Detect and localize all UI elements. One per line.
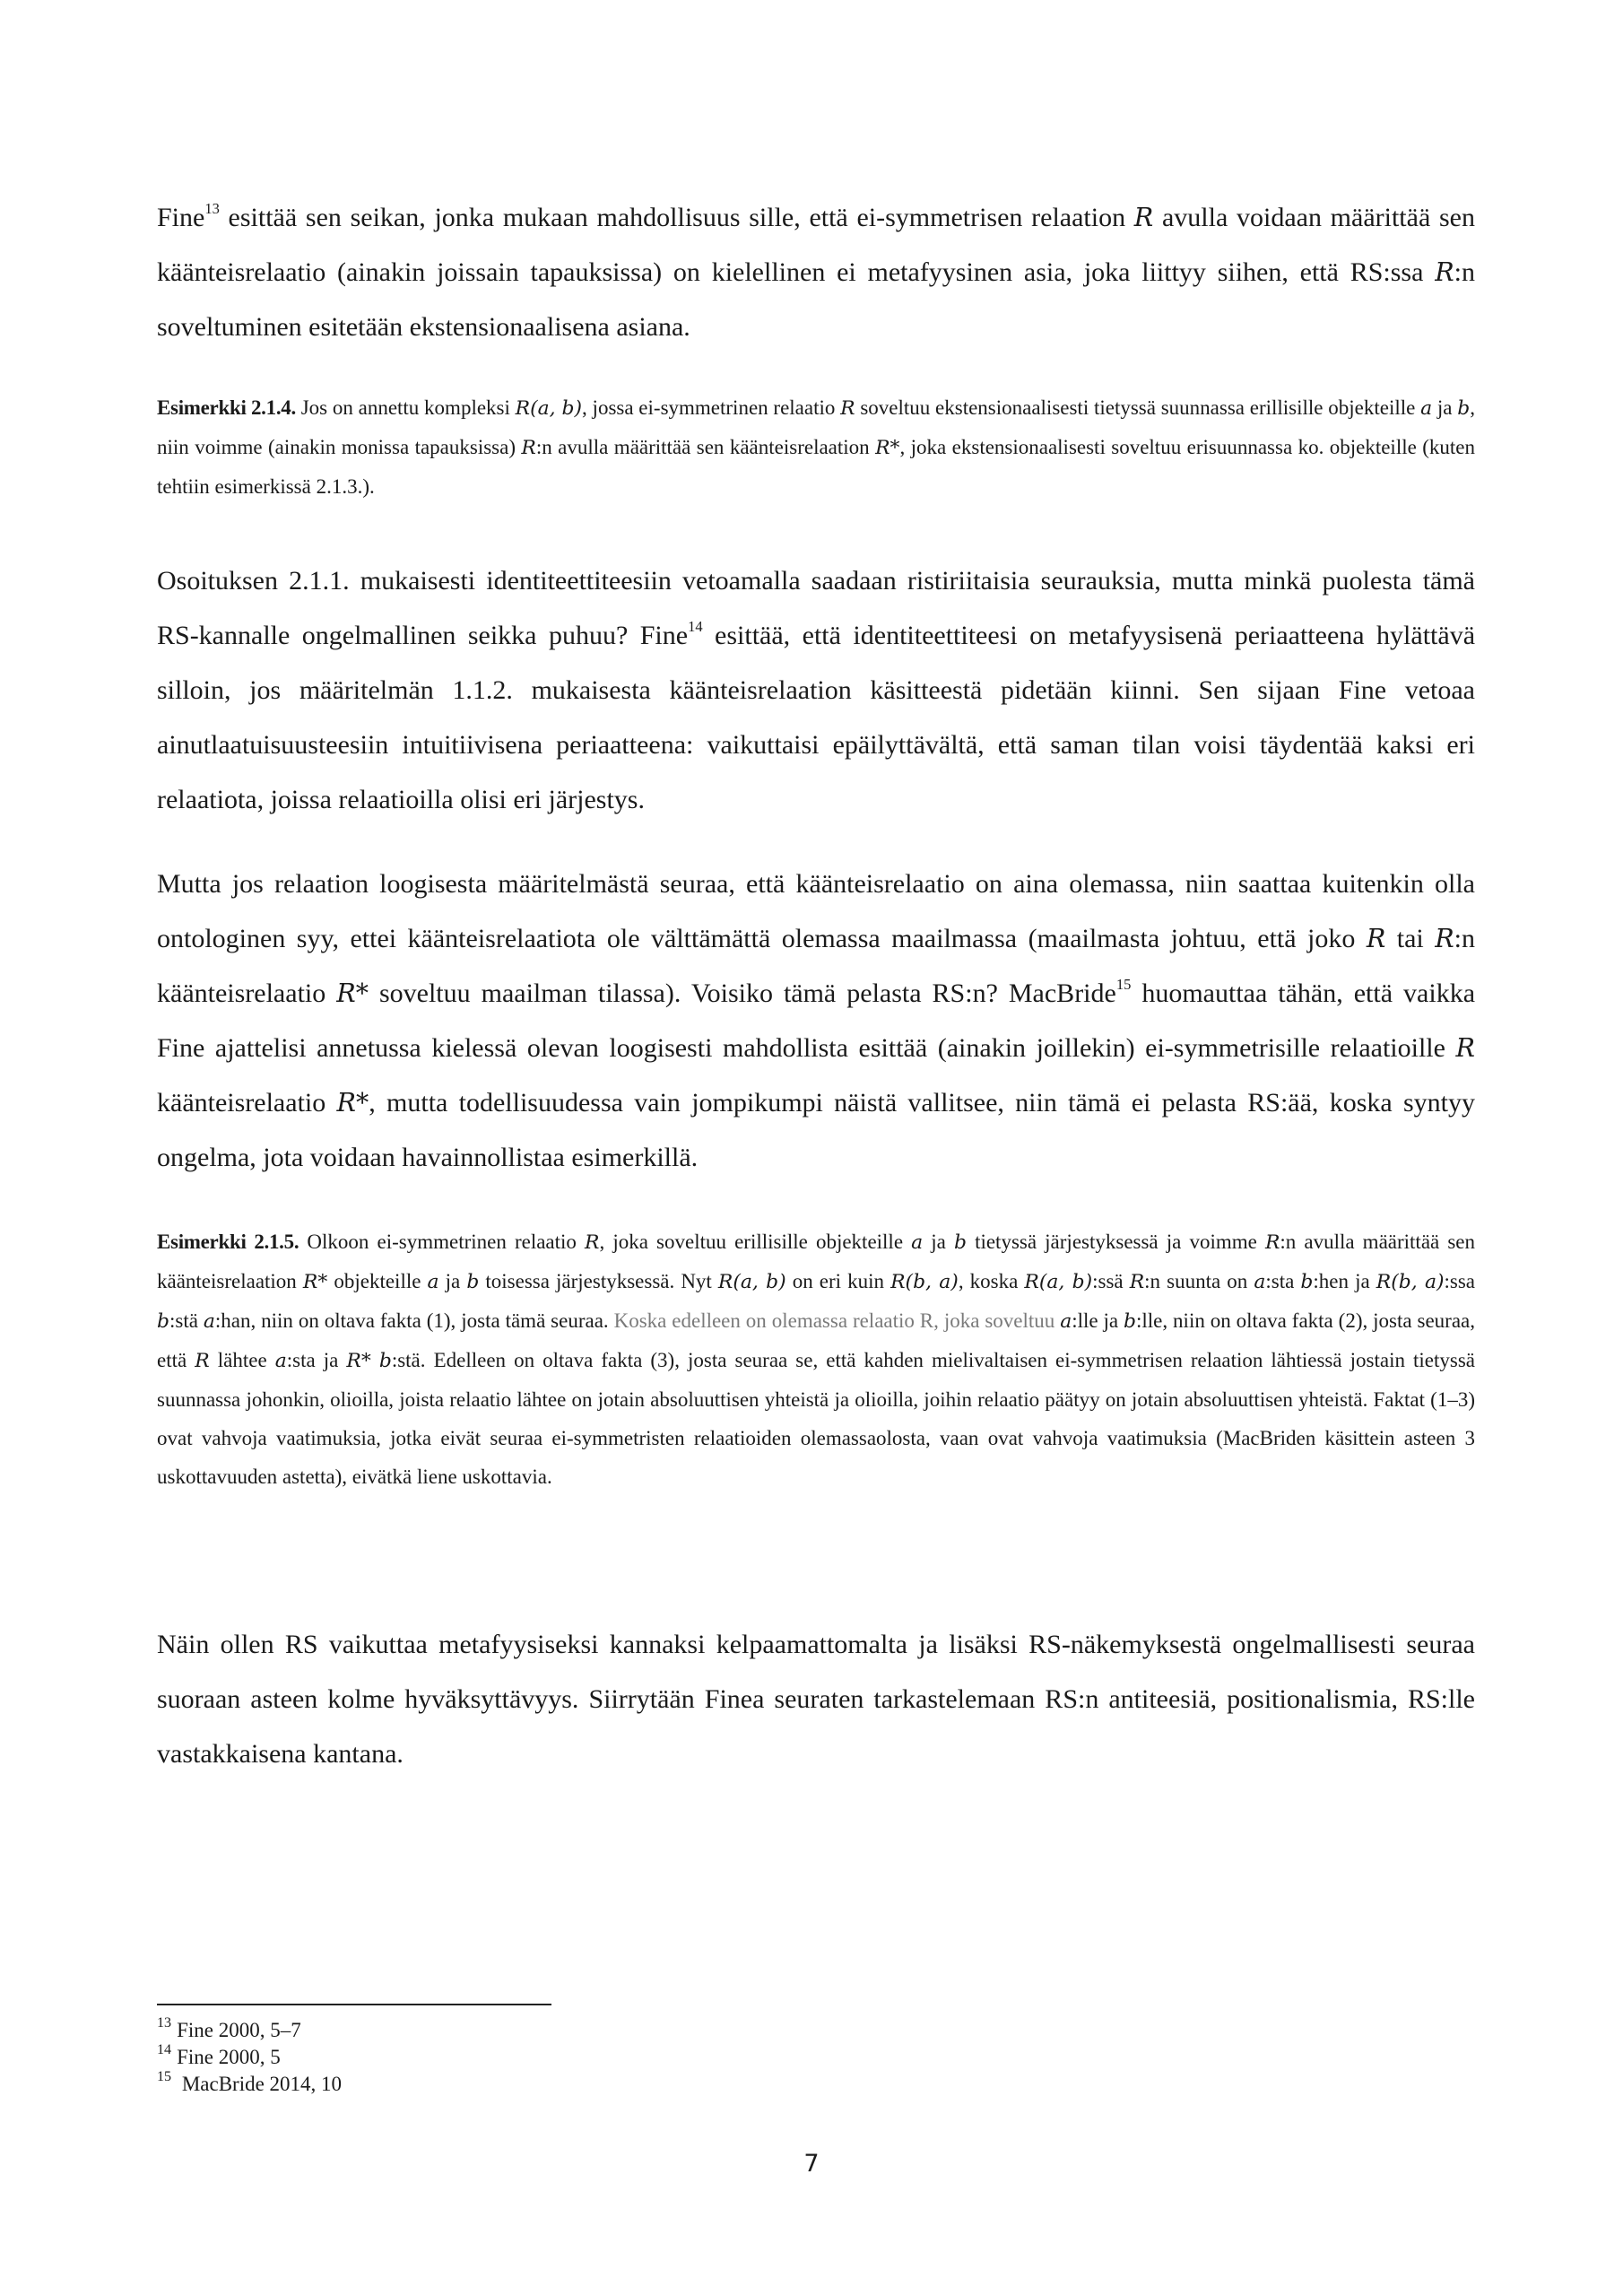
paragraph-2: Osoituksen 2.1.1. mukaisesti identiteettiteesiin vetoamalla saadaan ristiriitaisia seurauksia, mutta minkä puolesta tämä RS-kannalle ongelmallinen seikka puhuu? Fine$^{14}$ esittää, että identiteettiteesi on metafyysisenä periaatteena hylättävä silloin, jos määritelmän 1.1.2. mukaisesta käänteisrelaation käsitteestä pidetään kiinni. Sen sijaan Fine vetoaa ainutlaatuisuusteesiin intuitiivisena periaatteena: vaikuttaisi epäilyttävältä, että saman tilan voisi täydentää kaksi eri relaatiota, joissa relaatioilla olisi eri järjestys. — [157, 566, 1476, 814]
footnote-ref-13[interactable]: 13 — [204, 199, 220, 217]
footnote-ref-14[interactable]: 14 — [688, 617, 703, 635]
grey-text: Koska edelleen on olemassa relaatio R, joka soveltuu — [613, 1309, 1061, 1332]
example-label: Esimerkki 2.1.5. — [157, 1231, 299, 1253]
paragraph-4: Näin ollen RS vaikuttaa metafyysiseksi kannaksi kelpaamattomalta ja lisäksi RS-näkemyksestä ongelmallisesti seuraa suoraan asteen kolme hyväksyttävyys. Siirrytään Finea seuraten tarkastelemaan RS:n antiteesiä, positionalismia, RS:lle vastakkaisena kantana. — [157, 1630, 1475, 1769]
footnote-13: $^{13}$ Fine 2000, 5–7 — [157, 2014, 301, 2041]
paragraph-1: Fine$^{13}$ esittää sen seikan, jonka mukaan mahdollisuus sille, että ei-symmetrisen relaation R avulla voidaan määrittää sen käänteisrelaatio (ainakin joissain tapauksissa) on kielellinen ei metafyysinen asia, joka liittyy siihen, että RS:ssa R:n soveltuminen esitetään ekstensionaalisena asiana. — [157, 199, 1475, 342]
example-2-1-4: Esimerkki 2.1.4. Jos on annettu kompleksi R(a, b), jossa ei-symmetrinen relaatio R soveltuu ekstensionaalisesti tietyssä suunnassa erillisille objekteille a ja b, niin voimme (ainakin monissa tapauksissa) R:n avulla määrittää sen käänteisrelaation R*, joka ekstensionaalisesti soveltuu erisuunnassa ko. objekteille (kuten tehtiin esimerkissä 2.1.3.). — [157, 396, 1475, 498]
example-label: Esimerkki 2.1.4. — [157, 396, 296, 419]
footnote-14: $^{14}$ Fine 2000, 5 — [157, 2041, 281, 2068]
paragraph-3: Mutta jos relaation loogisesta määritelmästä seuraa, että käänteisrelaatio on aina olemassa, niin saattaa kuitenkin olla ontologinen syy, ettei käänteisrelaatiota ole välttämättä olemassa maailmassa (maailmasta johtuu, että joko R tai R:n käänteisrelaatio R* soveltuu maailman tilassa). Voisiko tämä pelasta RS:n? MacBride$^{15}$ huomauttaa tähän, että vaikka Fine ajattelisi annetussa kielessä olevan loogisesti mahdollista esittää (ainakin joillekin) ei-symmetrisille relaatioille R käänteisrelaatio R*, mutta todellisuudessa vain jompikumpi näistä vallitsee, niin tämä ei pelasta RS:ää, koska syntyy ongelma, jota voidaan havainnollistaa esimerkillä. — [157, 869, 1476, 1172]
footnote-ref-15[interactable]: 15 — [1115, 975, 1132, 993]
footnote-separator — [157, 2004, 551, 2005]
footnote-15: $^{15}$ MacBride 2014, 10 — [157, 2068, 343, 2095]
example-2-1-5: Esimerkki 2.1.5. Olkoon ei-symmetrinen relaatio R, joka soveltuu erillisille objekteille a ja b tietyssä järjestyksessä ja voimme R:n avulla määrittää sen käänteisrelaation R* objekteille a ja b toisessa järjestyksessä. Nyt R(a, b) on eri kuin R(b, a), koska R(a, b):ssä R:n suunta on a:sta b:hen ja R(b, a):ssa b:stä a:han, niin on oltava fakta (1), josta tämä seuraa. Koska edelleen on olemassa relaatio R, joka soveltuu a:lle ja b:lle, niin on oltava fakta (2), josta seuraa, että R lähtee a:sta ja R* b:stä. Edelleen on oltava fakta (3), josta seuraa se, että kahden mielivaltaisen ei-symmetrisen relaation lähtiessä jostain tietyssä suunnassa johonkin, olioilla, joista relaatio lähtee on jotain absoluuttisen yhteistä ja olioilla, joihin relaatio päätyy on jotain absoluuttisen yhteistä. Faktat (1–3) ovat vahvoja vaatimuksia, jotka eivät seuraa ei-symmetristen relaatioiden olemassaolosta, vaan ovat vahvoja vaatimuksia (MacBriden käsittein asteen 3 uskottavuuden astetta), eivätkä liene uskottavia. — [157, 1231, 1476, 1488]
page-number: 7 — [803, 2150, 820, 2178]
